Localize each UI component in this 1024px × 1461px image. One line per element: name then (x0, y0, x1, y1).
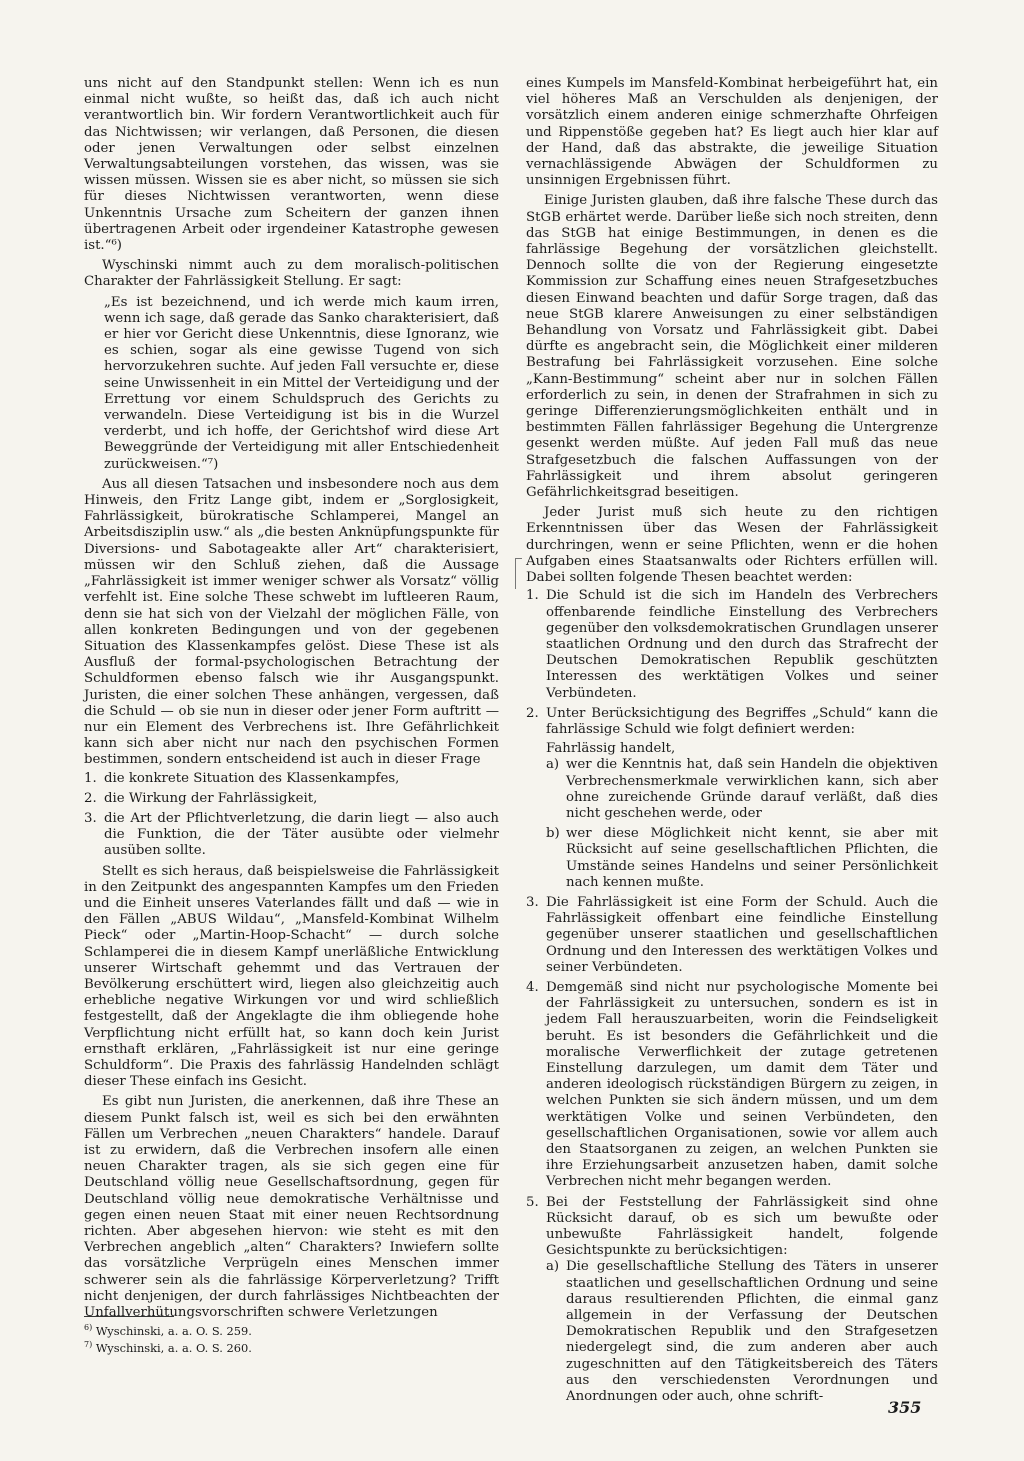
paragraph: uns nicht auf den Standpunkt stellen: Wenn ich es nun einmal nicht wußte, so heißt das, daß ich auch nicht verantwortlich bin. Wir fordern Verantwortlichkeit auch für das Nichtwissen; wir verlangen, daß Personen, die diesen oder jenen Verwaltungen oder selbst einzelnen Verwaltungsabteilungen vorstehen, das wissen, was sie wissen müssen. Wissen sie es aber nicht, so müssen sie sich für dieses Nichtwissen verantworten, wenn diese Unkenntnis Ursache zum Scheitern der ganzen ihnen übertragenen Arbeit oder irgendeiner Katastrophe gewesen ist.“⁶) (84, 76, 499, 254)
sub-text: wer die Kenntnis hat, daß sein Handeln die objektiven Verbrechensmerkmale verwirklichen kann, sich aber ohne zureichende Gründe darauf verläßt, daß dies nicht geschehen werde, oder (566, 757, 938, 821)
sub-letter: a) (546, 1259, 560, 1275)
paragraph: Jeder Jurist muß sich heute zu den richtigen Erkenntnissen über das Wesen der Fahrlässigkeit durchringen, wenn er seine Pflichten, wenn er die hohen Aufgaben eines Staatsanwalts oder Richters erfüllen will. Dabei sollten folgende Thesen beachtet werden: (526, 505, 938, 586)
thesis-item (526, 588, 938, 701)
thesis-item (526, 1195, 938, 1406)
paragraph: Stellt es sich heraus, daß beispielsweise die Fahrlässigkeit in den Zeitpunkt des angespannten Kampfes um den Frieden und die Einheit unseres Vaterlandes fällt und daß — wie in den Fällen „ABUS Wildau“, „Mansfeld-Kombinat Wilhelm Pieck“ oder „Martin-Hoop-Schacht“ — durch solche Schlamperei die in diesem Kampf unerläßliche Entwicklung unserer Wirtschaft gehemmt und das Vertrauen der Bevölkerung erschüttert wird, liegen also gleichzeitig auch erhebliche negative Wirkungen vor und wird schließlich festgestellt, daß der Angeklagte die ihm obliegende hohe Verpflichtung nicht erfüllt hat, so kann doch kein Jurist ernsthaft erklären, „Fahrlässigkeit ist nur eine geringe Schuldform“. Die Praxis des fahrlässig Handelnden schlägt dieser These einfach ins Gesicht. (84, 863, 499, 1090)
sub-item (546, 826, 938, 891)
list-item (84, 791, 499, 807)
left-column (84, 76, 499, 1321)
definition-lead: Fahrlässig handelt, (546, 741, 676, 757)
quote-text: „Es ist bezeichnend, und ich werde mich kaum irren, wenn ich sage, daß gerade das Sanko charakterisiert, daß er hier vor Gericht diese Unkenntnis, diese Ignoranz, wie es schien, sogar als eine gewisse Tugend von sich hervorzukehren suchte. Auf jeden Fall versuchte er, diese seine Unwissenheit in ein Mittel der Verteidigung und der Errettung vor einem Schuldspruch des Gerichts zu verwandeln. Diese Verteidigung ist bis in die Wurzel verderbt, und ich hoffe, der Gerichtshof wird diese Art Beweggründe der Verteidigung mit aller Entschiedenheit zurückweisen.“⁷) (104, 294, 499, 472)
footnote (84, 1321, 384, 1338)
sub-list (546, 757, 938, 891)
footnote-text: Wyschinski, a. a. O. S. 260. (95, 1340, 252, 1355)
footnote-mark: 6) (84, 1323, 93, 1332)
list-item (84, 811, 499, 860)
list-text: Bei der Feststellung der Fahrlässigkeit sind ohne Rücksicht darauf, ob es sich um bewußte oder unbewußte Fahrlässigkeit handelt, folgende Gesichtspunkte zu berücksichtigen: (546, 1194, 938, 1259)
paragraph: Wyschinski nimmt auch zu dem moralisch-politischen Charakter der Fahrlässigkeit Stellung. Er sagt: (84, 258, 499, 290)
list-text: Die Schuld ist die sich im Handeln des Verbrechers offenbarende feindliche Einstellung des Verbrechers gegenüber den volksdemokratischen Grundlagen unserer staatlichen Ordnung und den durch das Strafrecht der Deutschen Demokratischen Republik geschützten Interessen des werktätigen Volkes und seiner Verbündeten. (546, 588, 938, 701)
sub-item (546, 1259, 938, 1405)
paragraph: Aus all diesen Tatsachen und insbesondere noch aus dem Hinweis, den Fritz Lange gibt, indem er „Sorglosigkeit, Fahrlässigkeit, bürokratische Schlamperei, Mangel an Arbeitsdisziplin usw.“ als „die besten Anknüpfungspunkte für Diversions- und Sabotageakte aller Art“ charakterisiert, müssen wir den Schluß ziehen, daß die Aussage „Fahrlässigkeit ist immer weniger schwer als Vorsatz“ völlig verfehlt ist. Eine solche These schwebt im luftleeren Raum, denn sie hat sich von der Vielzahl der möglichen Fälle, von allen konkreten Bedingungen und von der gegebenen Situation des Klassenkampfes gelöst. Diese These ist als Ausfluß der formal-psychologischen Betrachtung der Schuldformen ebenso falsch wie ihr Ausgangspunkt. Juristen, die einer solchen These anhängen, vergessen, daß die Schuld — ob sie nun in dieser oder jener Form auftritt — nur ein Element des Verbrechens ist. Ihre Gefährlichkeit kann sich aber nicht nur nach den psychischen Formen bestimmen, sondern entscheidend ist auch in dieser Frage (84, 476, 499, 768)
thesis-item (526, 980, 938, 1191)
list-text: die konkrete Situation des Klassenkampfes, (104, 770, 400, 786)
list-number: 2. (526, 705, 539, 721)
list-text: Die Fahrlässigkeit ist eine Form der Schuld. Auch die Fahrlässigkeit offenbart eine feindliche Einstellung gegenüber unserer staatlichen und gesellschaftlichen Ordnung und den Interessen des werktätigen Volkes und seiner Verbündeten. (546, 894, 938, 975)
sub-text: Die gesellschaftliche Stellung des Täters in unserer staatlichen und gesellschaftlichen Ordnung und seine daraus resultierenden Pflichten, die einmal ganz allgemein in der Verfassung der Deutschen Demokratischen Republik und den Strafgesetzen niedergelegt sind, die zum anderen aber auch zugeschnitten auf den Tätigkeitsbereich des Täters aus den verschiedensten Verordnungen und Anordnungen oder auch, ohne schrift- (566, 1259, 938, 1405)
list-number: 4. (526, 979, 539, 995)
list-number: 3. (84, 810, 97, 826)
list-number: 2. (84, 790, 97, 806)
handwritten-bracket-mark (515, 558, 522, 589)
list-number: 1. (84, 770, 97, 786)
sub-item (546, 757, 938, 822)
paragraph: Es gibt nun Juristen, die anerkennen, daß ihre These an diesem Punkt falsch ist, weil es sich bei den erwähnten Fällen um Verbrechen „neuen Charakters“ handele. Darauf ist zu erwidern, daß die Verbrechen insofern alle einen neuen Charakter tragen, als sie sich gegen eine für Deutschland völlig neue Gesellschaftsordnung, gegen für Deutschland völlig neue demokratische Verhältnisse und gegen einen neuen Staat mit einer neuen Rechtsordnung richten. Aber abgesehen hiervon: wie steht es mit den Verbrechen angeblich „alten“ Charakters? Inwiefern sollte das vorsätzliche Verprügeln eines Menschen immer schwerer sein als die fahrlässige Körperverletzung? Trifft nicht denjenigen, der durch fahrlässiges Nichtbeachten der Unfallverhütungsvorschriften schwere Verletzungen (84, 1094, 499, 1321)
footnote-text: Wyschinski, a. a. O. S. 259. (95, 1323, 252, 1338)
numbered-list (84, 771, 499, 860)
list-text: die Wirkung der Fahrlässigkeit, (104, 790, 318, 806)
page-number: 355 (888, 1398, 922, 1417)
footnotes (84, 1316, 384, 1355)
sub-text: wer diese Möglichkeit nicht kennt, sie aber mit Rücksicht auf seine gesellschaftlichen Pflichten, die Umstände seines Handelns und seiner Persönlichkeit nach kennen mußte. (566, 826, 938, 890)
sub-list (546, 1259, 938, 1405)
sub-letter: b) (546, 826, 560, 842)
paragraph: Einige Juristen glauben, daß ihre falsche These durch das StGB erhärtet werde. Darüber ließe sich noch streiten, denn das StGB hat einige Bestimmungen, in denen es die fahrlässige Begehung der vorsätzlichen gleichstellt. Dennoch sollte die von der Regierung eingesetzte Kommission zur Schaffung eines neuen Strafgesetzbuches diesen Einwand beachten und dafür Sorge tragen, daß das neue StGB klarere Anweisungen zu einer selbständigen Behandlung von Vorsatz und Fahrlässigkeit gibt. Dabei dürfte es angebracht sein, die Möglichkeit einer milderen Bestrafung bei Fahrlässigkeit vorzusehen. Eine solche „Kann-Bestimmung“ scheint aber nur in solchen Fällen erforderlich zu sein, in denen der Strafrahmen in sich zu geringe Differenzierungsmöglichkeiten enthält und in bestimmten Fällen fahrlässiger Begehung die Untergrenze gesenkt werden müßte. Auf jeden Fall muß das neue Strafgesetzbuch die falschen Auffassungen von der Fahrlässigkeit und ihrem absolut geringeren Gefährlichkeitsgrad beseitigen. (526, 193, 938, 501)
sub-letter: a) (546, 757, 560, 773)
list-number: 3. (526, 894, 539, 910)
list-text: Demgemäß sind nicht nur psychologische Momente bei der Fahrlässigkeit zu untersuchen, sondern es ist in jedem Fall herauszuarbeiten, worin die Feindseligkeit beruht. Es ist besonders die Gefährlichkeit und die moralische Verwerflichkeit der zutage getretenen Einstellung darzulegen, um damit dem Täter und anderen ideologisch rückständigen Bürgern zu zeigen, in welchen Punkten sie sich ändern müssen, und um dem werktätigen Volke und seinen Verbündeten, den gesellschaftlichen Organisationen, sowie vor allem auch den Staatsorganen zu zeigen, an welchen Punkten sie ihre Erziehungsarbeit anzusetzen haben, damit solche Verbrechen nicht mehr begangen werden. (546, 979, 938, 1190)
right-column (526, 76, 938, 1409)
thesis-item (526, 895, 938, 976)
thesis-item (526, 706, 938, 891)
list-number: 1. (526, 588, 539, 604)
list-text: Unter Berücksichtigung des Begriffes „Schuld“ kann die fahrlässige Schuld wie folgt definiert werden: (546, 705, 938, 737)
block-quote (104, 295, 499, 473)
footnote-rule (84, 1316, 174, 1317)
paragraph: eines Kumpels im Mansfeld-Kombinat herbeigeführt hat, ein viel höheres Maß an Verschulden als denjenigen, der vorsätzlich einem anderen einige schmerzhafte Ohrfeigen und Rippenstöße gegeben hat? Es liegt auch hier klar auf der Hand, daß das abstrakte, die jeweilige Situation vernachlässigende Abwägen der Schuldformen zu unsinnigen Ergebnissen führt. (526, 76, 938, 189)
list-number: 5. (526, 1194, 539, 1210)
theses-list (526, 588, 938, 1405)
list-text: die Art der Pflichtverletzung, die darin liegt — also auch die Funktion, die der Täter ausübte oder vielmehr ausüben sollte. (104, 810, 499, 859)
footnote (84, 1338, 384, 1355)
footnote-mark: 7) (84, 1339, 93, 1349)
list-item (84, 771, 499, 787)
